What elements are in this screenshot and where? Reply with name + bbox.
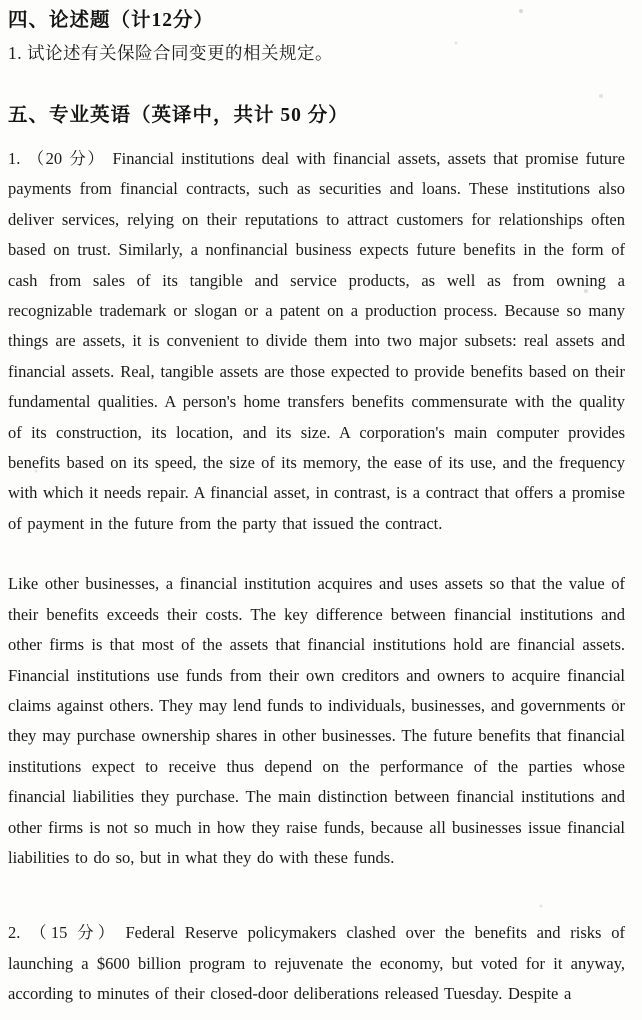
english-question-2-paragraph-1-text: Federal Reserve policymakers clashed over the benefits and risks of launching a $600 billion program to rejuvenate the economy, but voted for it anyway, according to minutes of their closed-door deliberations released Tuesday. Despite a — [8, 923, 625, 1004]
english-question-1-label: 1. （20 分） — [8, 149, 106, 168]
english-question-2-paragraph-1 — [8, 918, 625, 1009]
english-question-2-label: 2. （15 分） — [8, 923, 119, 943]
english-question-1-paragraph-1-text: Financial institutions deal with financial assets, assets that promise future payments from financial contracts, such as securities and loans. These institutions also deliver services, relying on their reputations to attract customers for relationships often based on trust. Similarly, a nonfinancial business expects future benefits in the form of cash from sales of its tangible and service products, as well as from owning a recognizable trademark or slogan or a patent on a production process. Because so many things are assets, it is convenient to divide them into two major subsets: real assets and financial assets. Real, tangible assets are those expected to provide benefits based on their fundamental qualities. A person's home transfers benefits commensurate with the quality of its construction, its location, and its size. A corporation's main computer provides benefits based on its speed, the size of its memory, the ease of its use, and the frequency with which it needs repair. A financial asset, in contrast, is a contract that offers a promise of payment in the future from the party that issued the contract. — [8, 149, 625, 533]
essay-question-1: 1. 试论述有关保险合同变更的相关规定。 — [8, 43, 333, 63]
english-section-heading: 五、专业英语（英译中，共计 50 分） — [8, 105, 349, 126]
english-question-1-paragraph-1 — [8, 144, 625, 539]
essay-section-heading: 四、论述题（计12分） — [8, 10, 215, 31]
english-question-1-paragraph-2: Like other businesses, a financial institution acquires and uses assets so that the value of their benefits exceeds their costs. The key difference between financial institutions and other firms is that most of the assets that financial institutions hold are financial assets. Financial institutions use funds from their own creditors and owners to acquire financial claims against others. They may lend funds to individuals, businesses, and governments or they may purchase ownership shares in other businesses. The future benefits that financial institutions expect to receive thus depend on the performance of the parties whose financial liabilities they purchase. The main distinction between financial institutions and other firms is not so much in how they raise funds, because all businesses issue financial liabilities to do so, but in what they do with these funds. — [8, 574, 625, 867]
